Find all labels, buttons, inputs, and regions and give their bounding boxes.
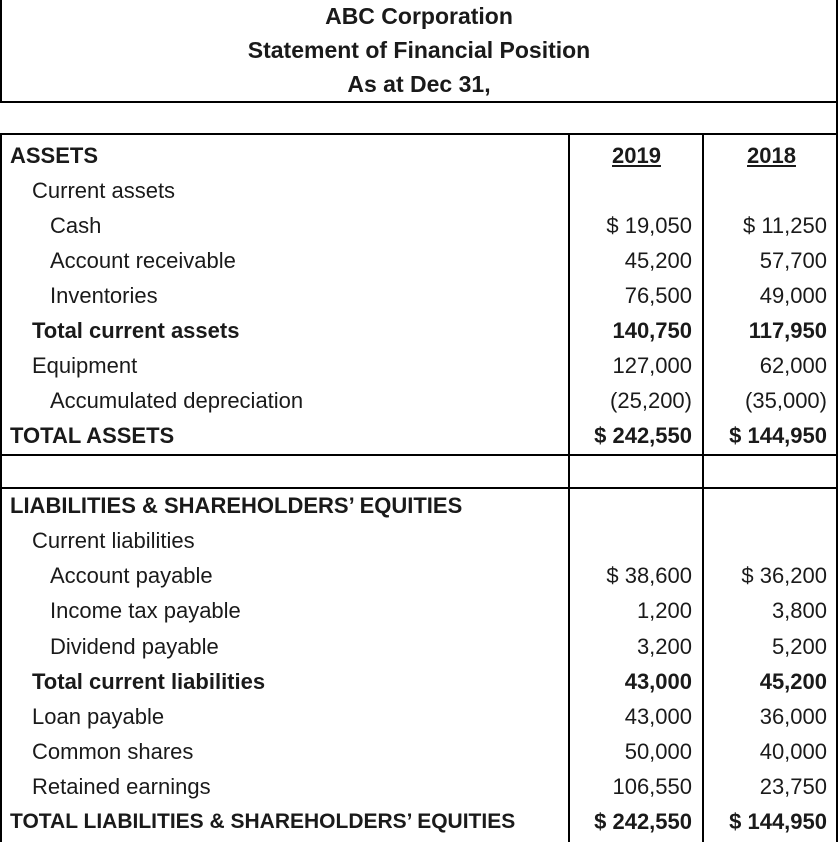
company-name: ABC Corporation [325, 3, 513, 29]
value-2018: 62,000 [759, 353, 827, 378]
row-label: Cash [50, 213, 102, 238]
value-2019: 43,000 [624, 704, 692, 729]
row-label: Account payable [50, 563, 213, 588]
row-label: Dividend payable [50, 634, 219, 659]
value-2019: $ 19,050 [606, 213, 692, 238]
table-row [0, 245, 838, 280]
value-2019: 45,200 [624, 248, 692, 273]
value-2019: 76,500 [624, 283, 692, 308]
value-2018: 49,000 [759, 283, 827, 308]
header-row [0, 140, 838, 175]
row-label: Equipment [32, 353, 138, 378]
value-2019: 50,000 [624, 739, 692, 764]
row-label: Accumulated depreciation [50, 388, 304, 413]
current-assets-heading-row [0, 175, 838, 210]
value-2018: 5,200 [771, 634, 827, 659]
current-liabilities-heading-row [0, 525, 838, 560]
assets-heading: ASSETS [10, 143, 99, 168]
row-label: TOTAL LIABILITIES & SHAREHOLDERS’ EQUITIES [10, 810, 516, 833]
row-label: Loan payable [32, 704, 165, 729]
current-assets-heading: Current assets [32, 178, 176, 203]
section-divider-bottom [0, 487, 837, 489]
value-2018: $ 36,200 [741, 563, 827, 588]
table-row [0, 701, 838, 736]
value-2019: 106,550 [612, 774, 692, 799]
value-2019: 127,000 [612, 353, 692, 378]
value-2018: $ 144,950 [729, 423, 827, 448]
value-2019: 140,750 [612, 318, 692, 343]
total-current-assets-row [0, 315, 838, 350]
value-2019: $ 242,550 [594, 809, 692, 834]
value-2018: 3,800 [771, 598, 827, 623]
row-label: TOTAL ASSETS [10, 423, 175, 448]
table-row [0, 631, 838, 666]
section-divider-top [0, 454, 837, 456]
table-row [0, 560, 838, 595]
value-2018: 40,000 [759, 739, 827, 764]
value-2018: 57,700 [759, 248, 827, 273]
value-2019: 3,200 [636, 634, 692, 659]
value-2018: 36,000 [759, 704, 827, 729]
table-row [0, 595, 838, 630]
value-2019: 43,000 [624, 669, 692, 694]
total-liabilities-equities-row [0, 806, 838, 841]
table-row [0, 771, 838, 806]
value-2018: $ 144,950 [729, 809, 827, 834]
total-current-liabilities-row [0, 666, 838, 701]
value-2018: 117,950 [748, 318, 827, 343]
table-row [0, 350, 838, 385]
value-2018: $ 11,250 [742, 213, 827, 238]
value-2019: (25,200) [610, 388, 692, 413]
value-2018: (35,000) [745, 388, 827, 413]
statement-date: As at Dec 31, [347, 71, 491, 97]
value-2019: $ 242,550 [594, 423, 692, 448]
value-2019: 1,200 [636, 598, 692, 623]
current-liabilities-heading: Current liabilities [32, 528, 195, 553]
table-row [0, 736, 838, 771]
row-label: Inventories [50, 283, 158, 308]
statement-title: Statement of Financial Position [247, 37, 591, 63]
row-label: Total current liabilities [32, 669, 266, 694]
value-2019: $ 38,600 [606, 563, 692, 588]
row-label: Common shares [32, 739, 194, 764]
table-row [0, 280, 838, 315]
table-top-border [0, 133, 837, 135]
year-2019-header: 2019 [612, 143, 661, 168]
table-row [0, 385, 838, 420]
row-label: Retained earnings [32, 774, 211, 799]
title-left-border [0, 0, 2, 102]
row-label: Income tax payable [50, 598, 241, 623]
table-row [0, 210, 838, 245]
row-label: Account receivable [50, 248, 236, 273]
row-label: Total current assets [32, 318, 240, 343]
liabilities-heading-row [0, 490, 838, 525]
year-2018-header: 2018 [747, 143, 796, 168]
value-2018: 23,750 [759, 774, 827, 799]
liabilities-heading: LIABILITIES & SHAREHOLDERS’ EQUITIES [10, 493, 463, 518]
title-divider [0, 101, 837, 103]
value-2018: 45,200 [759, 669, 827, 694]
total-assets-row [0, 420, 838, 455]
